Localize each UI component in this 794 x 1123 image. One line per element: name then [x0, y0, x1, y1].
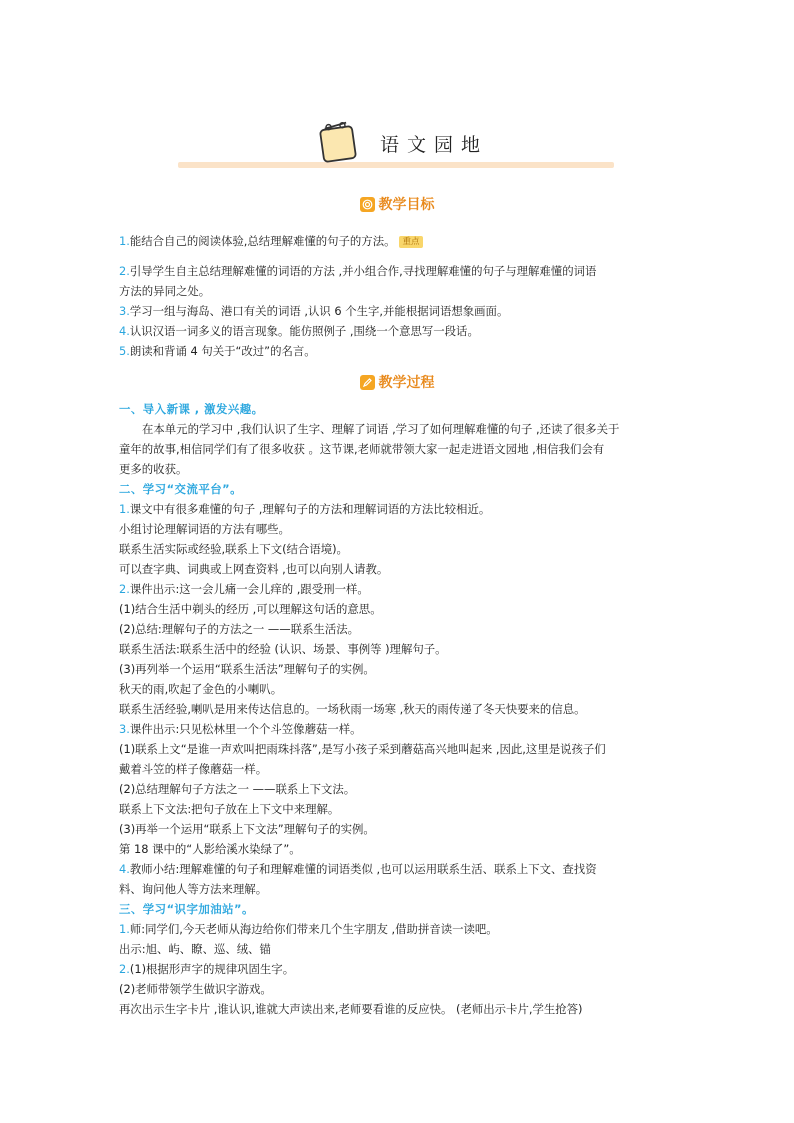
- goal-item: 4.认识汉语一词多义的语言现象。能仿照例子 ,围绕一个意思写一段话。: [119, 324, 479, 338]
- paragraph-line: 联系生活经验,喇叭是用来传达信息的。一场秋雨一场寒 ,秋天的雨传递了冬天快要来的信息。: [119, 702, 586, 716]
- goals-title: 教学目标: [378, 197, 435, 213]
- paragraph-line: 更多的收获。: [119, 462, 188, 476]
- goals-list: [119, 231, 675, 251]
- goal-item: 5.朗读和背诵 4 句关于“改过”的名言。: [119, 344, 316, 358]
- paragraph-line: 戴着斗笠的样子像蘑菇一样。: [119, 762, 268, 776]
- paragraph-line: 料、询问他人等方法来理解。: [119, 882, 268, 896]
- paragraph-line: 联系上下文法:把句子放在上下文中来理解。: [119, 802, 340, 816]
- paragraph-line: 1.师:同学们,今天老师从海边给你们带来几个生字朋友 ,借助拼音读一读吧。: [119, 922, 498, 936]
- paragraph-line: (3)再列举一个运用“联系生活法”理解句子的实例。: [119, 662, 375, 676]
- paragraph-line: 再次出示生字卡片 ,谁认识,谁就大声读出来,老师要看谁的反应快。 (老师出示卡片,学生抢答): [119, 1002, 583, 1016]
- subsection-heading: 二、学习“交流平台”。: [119, 482, 242, 496]
- process-heading: [0, 372, 794, 392]
- goals-heading: [0, 194, 794, 214]
- paragraph-line: (2)总结理解句子方法之一 ——联系上下文法。: [119, 782, 356, 796]
- paragraph-line: (2)总结:理解句子的方法之一 ——联系生活法。: [119, 622, 360, 636]
- paragraph-line: 可以查字典、词典或上网查资料 ,也可以向别人请教。: [119, 562, 389, 576]
- paragraph-line: 在本单元的学习中 ,我们认识了生字、理解了词语 ,学习了如何理解难懂的句子 ,还读了很多关于: [142, 422, 620, 436]
- paragraph-line: (1)联系上文“是谁一声欢叫把雨珠抖落”,是写小孩子采到蘑菇高兴地叫起来 ,因此,这里是说孩子们: [119, 742, 606, 756]
- paragraph-line: 童年的故事,相信同学们有了很多收获 。这节课,老师就带领大家一起走进语文园地 ,相信我们会有: [119, 442, 605, 456]
- header-underline: [178, 162, 614, 168]
- paragraph-line: 联系生活实际或经验,联系上下文(结合语境)。: [119, 542, 348, 556]
- pencil-icon: [360, 375, 375, 390]
- target-icon: [360, 197, 375, 212]
- page-header: [178, 118, 614, 172]
- paragraph-line: 4.教师小结:理解难懂的句子和理解难懂的词语类似 ,也可以运用联系生活、联系上下文、查找资: [119, 862, 597, 876]
- goal-item: 3.学习一组与海岛、港口有关的词语 ,认识 6 个生字,并能根据词语想象画面。: [119, 304, 509, 318]
- goals-list-2: [119, 261, 675, 361]
- paragraph-line: 小组讨论理解词语的方法有哪些。: [119, 522, 290, 536]
- paragraph-line: (1)结合生活中剃头的经历 ,可以理解这句话的意思。: [119, 602, 382, 616]
- subsection-heading: 三、学习“识字加油站”。: [119, 902, 254, 916]
- paragraph-line: 2.(1)根据形声字的规律巩固生字。: [119, 962, 295, 976]
- page-title: 语文园地: [380, 134, 489, 156]
- process-body: [119, 399, 675, 1019]
- goal-item-cont: 方法的异同之处。: [119, 284, 211, 298]
- paragraph-line: 出示:旭、屿、瞭、巡、绒、锚: [119, 942, 271, 956]
- paragraph-line: 第 18 课中的“人影给溪水染绿了”。: [119, 842, 301, 856]
- process-title: 教学过程: [378, 375, 435, 391]
- paragraph-line: 2.课件出示:这一会儿痛一会儿痒的 ,跟受刑一样。: [119, 582, 369, 596]
- goal-item: 1.能结合自己的阅读体验,总结理解难懂的句子的方法。 重点: [119, 231, 675, 251]
- paragraph-line: 联系生活法:联系生活中的经验 (认识、场景、事例等 )理解句子。: [119, 642, 447, 656]
- subsection-heading: 一、导入新课 , 激发兴趣。: [119, 402, 264, 416]
- paragraph-line: 秋天的雨,吹起了金色的小喇叭。: [119, 682, 283, 696]
- paragraph-line: (2)老师带领学生做识字游戏。: [119, 982, 272, 996]
- notepad-icon: [314, 118, 362, 166]
- paragraph-line: 3.课件出示:只见松林里一个个斗笠像蘑菇一样。: [119, 722, 362, 736]
- goal-item: 2.引导学生自主总结理解难懂的词语的方法 ,并小组合作,寻找理解难懂的句子与理解难懂的词语: [119, 264, 597, 278]
- key-point-badge: 重点: [399, 236, 422, 248]
- paragraph-line: 1.课文中有很多难懂的句子 ,理解句子的方法和理解词语的方法比较相近。: [119, 502, 491, 516]
- paragraph-line: (3)再举一个运用“联系上下文法”理解句子的实例。: [119, 822, 375, 836]
